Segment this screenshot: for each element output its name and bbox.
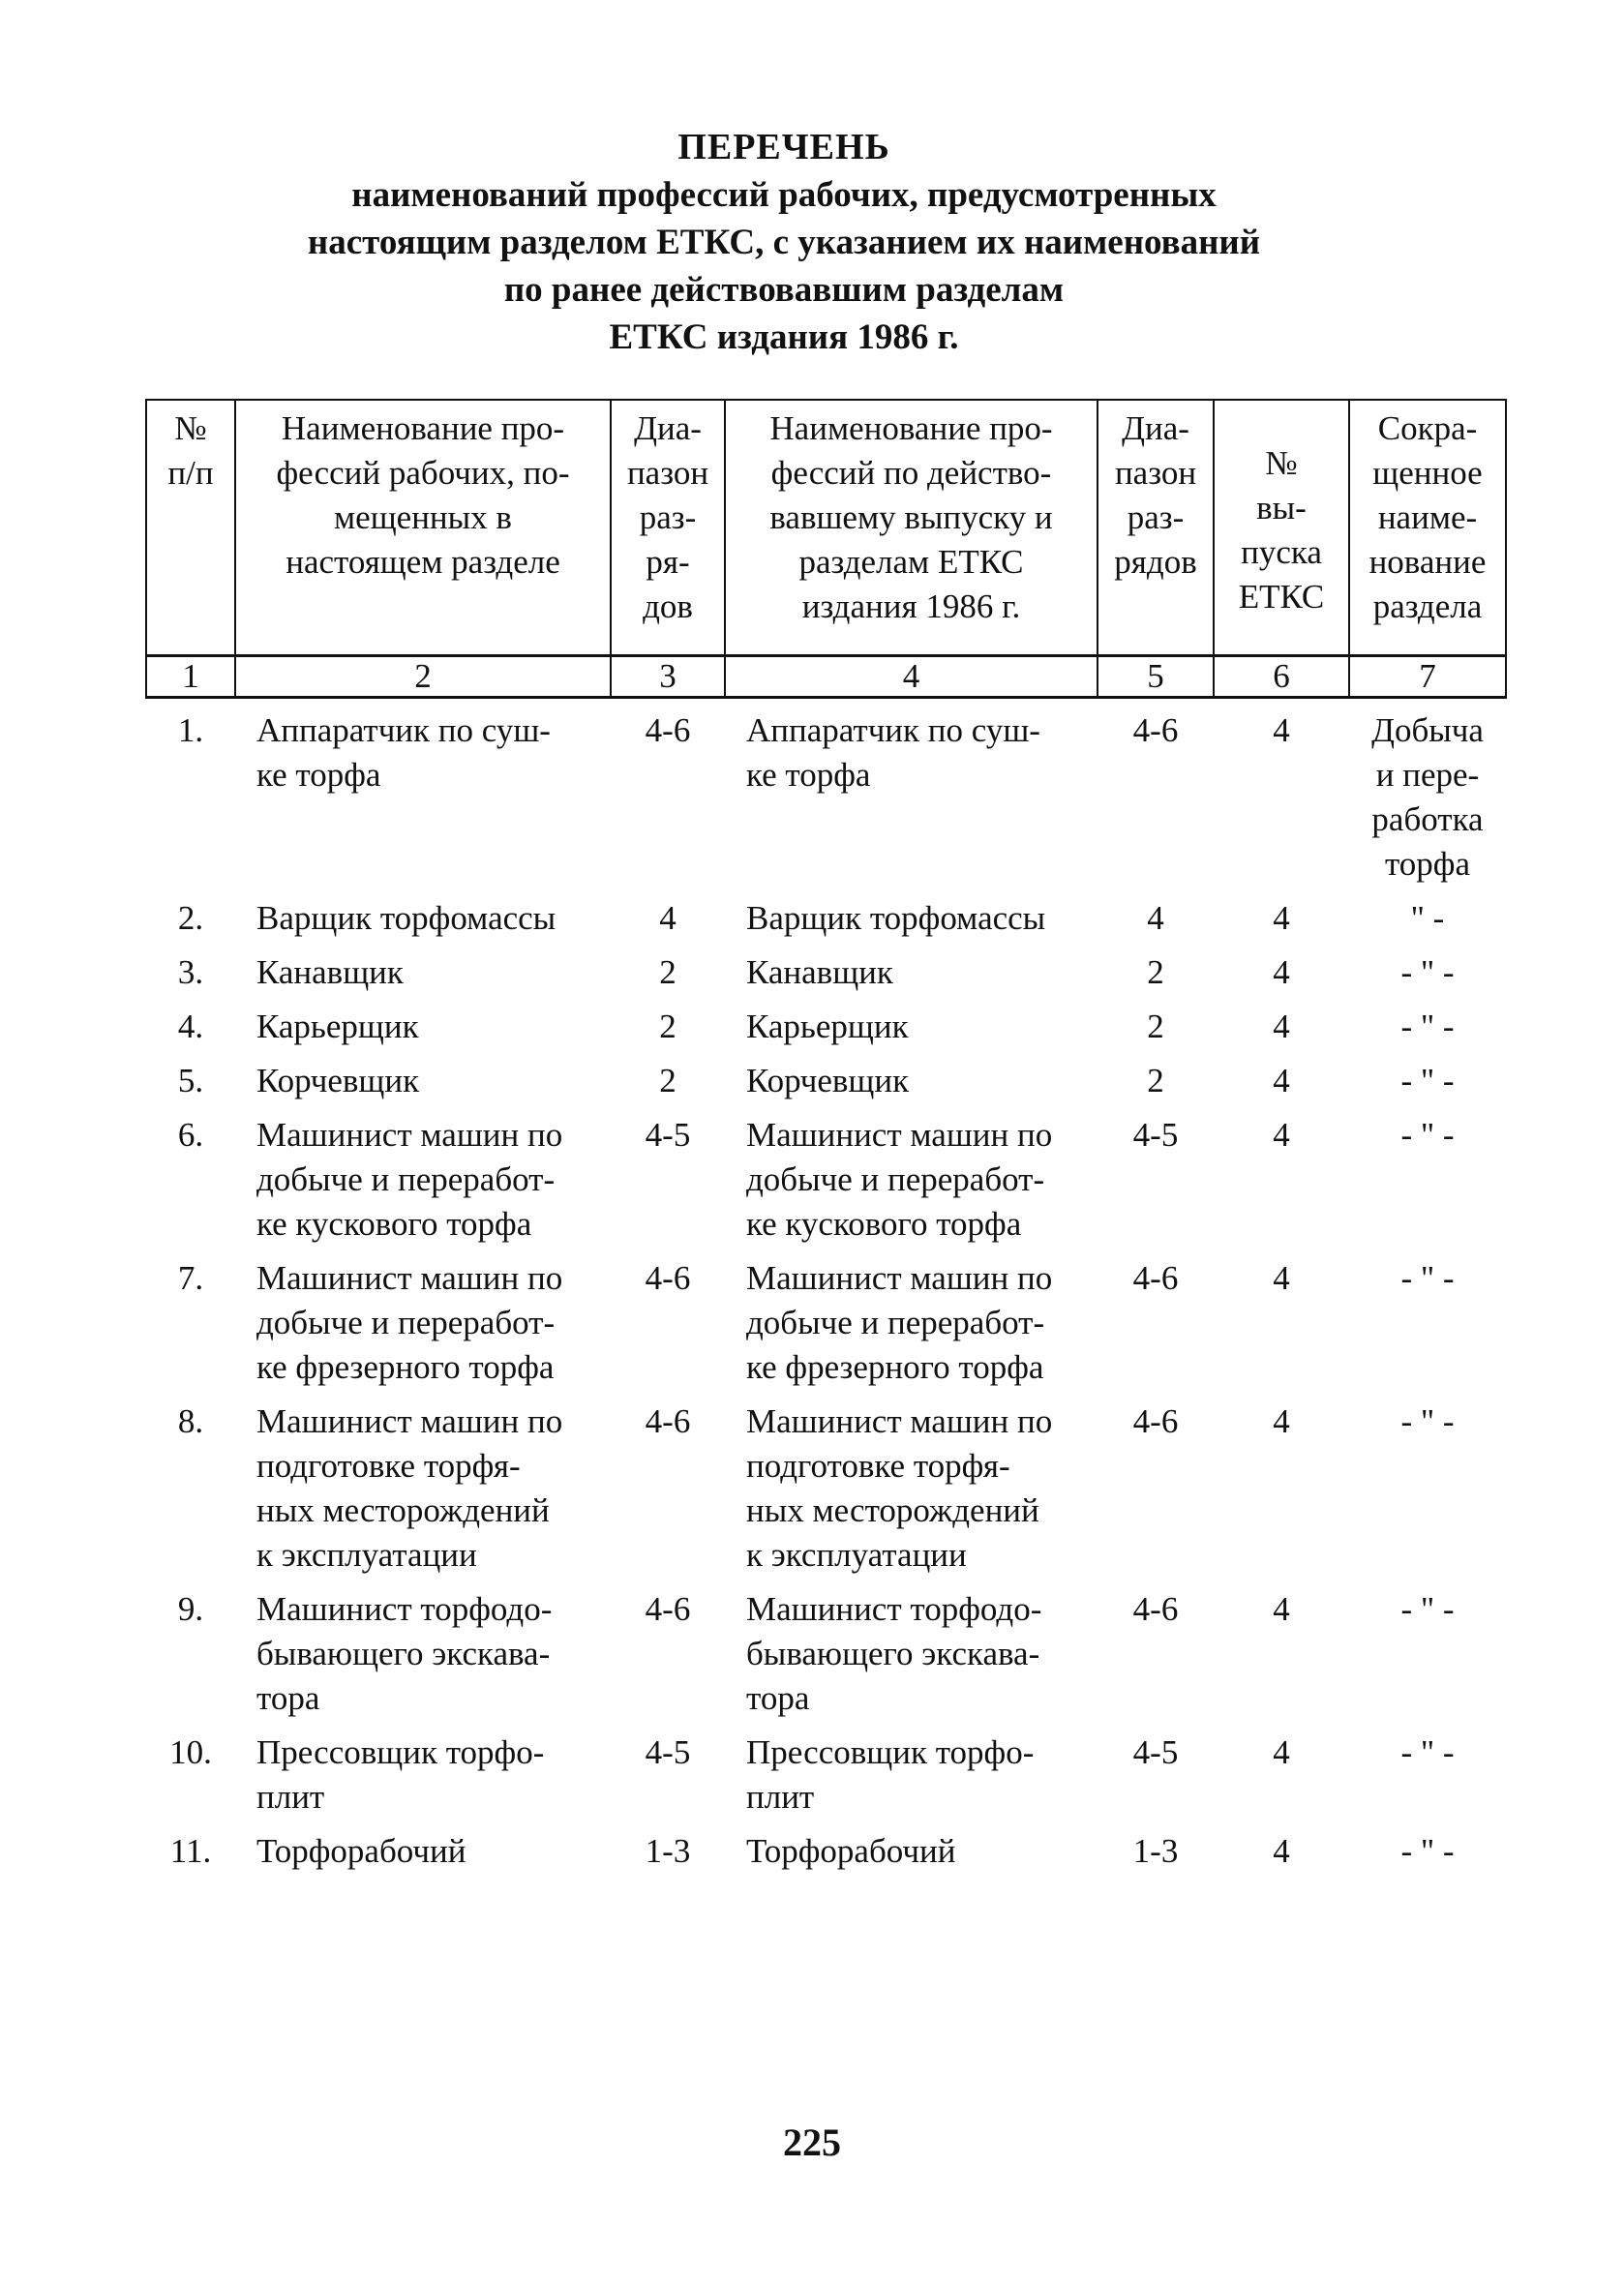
row-number: 4. xyxy=(177,1008,204,1045)
header-text-line: Диа- xyxy=(634,409,702,447)
header-text-line: Сокра- xyxy=(1377,409,1478,447)
row-number: 3. xyxy=(177,953,204,991)
column-number: 5 xyxy=(1098,656,1214,698)
etks-issue-number: 4 xyxy=(1273,899,1290,937)
profession-name-line: ке кускового торфа xyxy=(256,1205,532,1243)
profession-name-line: ке торфа xyxy=(256,756,381,794)
etks-issue-number: 4 xyxy=(1273,1259,1290,1297)
former-profession-name xyxy=(725,1247,1098,1390)
header-cell xyxy=(1214,400,1349,656)
former-grade-range: 4-5 xyxy=(1132,1116,1179,1154)
section-name-line: " - xyxy=(1410,899,1445,937)
profession-name-line: Машинист машин по xyxy=(256,1259,563,1297)
subtitle-line-2: настоящим разделом ЕТКС, с указанием их наименований xyxy=(307,223,1261,262)
header-text-line: вы- xyxy=(1256,489,1307,527)
etks-issue-number: 4 xyxy=(1273,953,1290,991)
section-name-line: - " - xyxy=(1400,1402,1455,1440)
profession-name-line: Варщик торфомассы xyxy=(256,899,556,937)
grade-range: 2 xyxy=(659,953,677,991)
profession-name-line: Торфорабочий xyxy=(256,1832,466,1870)
header-text-line: фессий рабочих, по- xyxy=(276,454,570,492)
profession-name-line: Машинист торфодо- xyxy=(256,1590,553,1628)
former-profession-name xyxy=(725,1578,1098,1721)
header-text-line: издания 1986 г. xyxy=(801,587,1021,625)
etks-issue-number: 4 xyxy=(1273,1733,1290,1771)
former-profession-name xyxy=(725,698,1098,888)
table-row xyxy=(146,941,1506,995)
header-text-line: раз- xyxy=(639,498,697,536)
header-text-line: Наименование про- xyxy=(281,409,565,447)
former-profession-name-line: Канавщик xyxy=(746,953,893,991)
profession-name-line: ных месторождений xyxy=(256,1491,550,1529)
section-name xyxy=(1349,1049,1506,1103)
profession-name-line: Карьерщик xyxy=(256,1008,419,1045)
grade-range: 1-3 xyxy=(645,1832,691,1870)
table-row xyxy=(146,1390,1506,1578)
section-name-line: - " - xyxy=(1400,1008,1455,1045)
table-body xyxy=(146,698,1506,1875)
profession-name xyxy=(235,995,611,1049)
document-title: ПЕРЕЧЕНЬ xyxy=(677,127,890,167)
column-number-row xyxy=(146,656,1506,698)
former-profession-name-line: подготовке торфя- xyxy=(746,1447,1010,1485)
header-text-line: раз- xyxy=(1127,498,1185,536)
former-profession-name-line: Машинист торфодо- xyxy=(746,1590,1042,1628)
section-name-line: - " - xyxy=(1400,1062,1455,1099)
former-profession-name-line: добыче и переработ- xyxy=(746,1160,1045,1198)
table-header xyxy=(146,400,1506,698)
profession-name xyxy=(235,1390,611,1578)
section-name-line: - " - xyxy=(1400,1590,1455,1628)
etks-issue-number: 4 xyxy=(1273,1832,1290,1870)
former-profession-name-line: Машинист машин по xyxy=(746,1116,1053,1154)
section-name xyxy=(1349,1578,1506,1721)
row-number: 5. xyxy=(177,1062,204,1099)
former-grade-range: 4-6 xyxy=(1132,1402,1179,1440)
section-name xyxy=(1349,941,1506,995)
section-name-line: - " - xyxy=(1400,1733,1455,1771)
former-profession-name xyxy=(725,1049,1098,1103)
header-text-line: ря- xyxy=(646,543,690,581)
etks-issue-number: 4 xyxy=(1273,1590,1290,1628)
profession-name-line: Аппаратчик по суш- xyxy=(256,711,551,749)
former-grade-range: 1-3 xyxy=(1132,1832,1179,1870)
subtitle-line-3: по ранее действовавшим разделам xyxy=(503,270,1065,310)
profession-name-line: ке фрезерного торфа xyxy=(256,1348,555,1386)
section-name-line: - " - xyxy=(1400,1259,1455,1297)
section-name-line: - " - xyxy=(1400,953,1455,991)
header-cell xyxy=(725,400,1098,656)
grade-range: 4-6 xyxy=(645,1590,691,1628)
section-name xyxy=(1349,995,1506,1049)
header-text-line: рядов xyxy=(1114,543,1197,581)
etks-issue-number: 4 xyxy=(1273,711,1290,749)
profession-name xyxy=(235,1578,611,1721)
profession-name-line: к эксплуатации xyxy=(256,1536,477,1574)
former-profession-name-line: Варщик торфомассы xyxy=(746,899,1046,937)
header-text-line: нование xyxy=(1368,543,1487,581)
former-grade-range: 4-6 xyxy=(1132,1590,1179,1628)
profession-name xyxy=(235,1721,611,1820)
header-cell xyxy=(235,400,611,656)
section-name xyxy=(1349,887,1506,941)
etks-issue-number: 4 xyxy=(1273,1008,1290,1045)
former-profession-name-line: ных месторождений xyxy=(746,1491,1039,1529)
former-grade-range: 2 xyxy=(1147,1008,1164,1045)
former-profession-name-line: добыче и переработ- xyxy=(746,1304,1045,1341)
header-text-line: п/п xyxy=(167,454,214,492)
table-row xyxy=(146,1247,1506,1390)
section-name xyxy=(1349,1390,1506,1578)
header-cell xyxy=(1098,400,1214,656)
table-row xyxy=(146,1721,1506,1820)
grade-range: 2 xyxy=(659,1062,677,1099)
former-profession-name-line: ке торфа xyxy=(746,756,871,794)
section-name-line: - " - xyxy=(1400,1832,1455,1870)
header-text-line: пазон xyxy=(626,454,709,492)
profession-name-line: Прессовщик торфо- xyxy=(256,1733,545,1771)
header-text-line: щенное xyxy=(1372,454,1483,492)
former-profession-name-line: Машинист машин по xyxy=(746,1259,1053,1297)
row-number: 6. xyxy=(177,1116,204,1154)
column-number: 3 xyxy=(611,656,725,698)
table-row xyxy=(146,1820,1506,1874)
profession-name-line: добыче и переработ- xyxy=(256,1160,556,1198)
grade-range: 4-6 xyxy=(645,711,691,749)
profession-name-line: плит xyxy=(256,1778,325,1816)
header-text-line: настоящем разделе xyxy=(286,543,560,581)
etks-issue-number: 4 xyxy=(1273,1402,1290,1440)
profession-name xyxy=(235,1049,611,1103)
header-text-line: наиме- xyxy=(1377,498,1478,536)
header-cell xyxy=(146,400,235,656)
header-text-line: Диа- xyxy=(1122,409,1189,447)
header-cell xyxy=(1349,400,1506,656)
former-grade-range: 2 xyxy=(1147,1062,1164,1099)
row-number: 11. xyxy=(169,1832,212,1870)
profession-name xyxy=(235,941,611,995)
section-name xyxy=(1349,1721,1506,1820)
column-number: 7 xyxy=(1349,656,1506,698)
profession-name xyxy=(235,887,611,941)
section-name-line: работка xyxy=(1371,800,1484,838)
profession-name-line: добыче и переработ- xyxy=(256,1304,556,1341)
section-name-line: Добыча xyxy=(1371,711,1484,749)
table-row xyxy=(146,1049,1506,1103)
table-row xyxy=(146,995,1506,1049)
section-name-line: и пере- xyxy=(1375,756,1480,794)
former-profession-name xyxy=(725,1103,1098,1247)
header-row xyxy=(146,400,1506,656)
former-profession-name-line: Прессовщик торфо- xyxy=(746,1733,1035,1771)
subtitle-line-4: ЕТКС издания 1986 г. xyxy=(609,317,959,357)
row-number: 1. xyxy=(177,711,204,749)
etks-issue-number: 4 xyxy=(1273,1116,1290,1154)
table-row xyxy=(146,1578,1506,1721)
section-name-line: торфа xyxy=(1384,845,1471,883)
header-text-line: мещенных в xyxy=(334,498,512,536)
section-name-line: - " - xyxy=(1400,1116,1455,1154)
former-profession-name xyxy=(725,1390,1098,1578)
former-profession-name xyxy=(725,941,1098,995)
former-grade-range: 4 xyxy=(1147,899,1164,937)
former-grade-range: 4-6 xyxy=(1132,711,1179,749)
column-number: 6 xyxy=(1214,656,1349,698)
profession-name xyxy=(235,698,611,888)
row-number: 8. xyxy=(177,1402,204,1440)
former-profession-name-line: к эксплуатации xyxy=(746,1536,967,1574)
former-profession-name-line: Торфорабочий xyxy=(746,1832,956,1870)
grade-range: 2 xyxy=(659,1008,677,1045)
profession-name xyxy=(235,1247,611,1390)
former-profession-name xyxy=(725,887,1098,941)
professions-table xyxy=(145,399,1507,1874)
etks-issue-number: 4 xyxy=(1273,1062,1290,1099)
page-number: 225 xyxy=(783,2121,841,2164)
former-profession-name xyxy=(725,1820,1098,1874)
former-profession-name xyxy=(725,1721,1098,1820)
row-number: 10. xyxy=(169,1733,212,1771)
grade-range: 4-6 xyxy=(645,1402,691,1440)
former-profession-name-line: Аппаратчик по суш- xyxy=(746,711,1040,749)
table-row xyxy=(146,887,1506,941)
profession-name-line: Машинист машин по xyxy=(256,1402,563,1440)
column-number: 2 xyxy=(235,656,611,698)
former-profession-name-line: Машинист машин по xyxy=(746,1402,1053,1440)
row-number: 2. xyxy=(177,899,204,937)
section-name xyxy=(1349,1103,1506,1247)
document-heading xyxy=(0,124,1568,361)
former-profession-name xyxy=(725,995,1098,1049)
former-grade-range: 4-6 xyxy=(1132,1259,1179,1297)
column-number: 4 xyxy=(725,656,1098,698)
profession-name xyxy=(235,1820,611,1874)
section-name xyxy=(1349,698,1506,888)
section-name xyxy=(1349,1820,1506,1874)
grade-range: 4-5 xyxy=(645,1733,691,1771)
header-text-line: вавшему выпуску и xyxy=(769,498,1053,536)
header-text-line: № xyxy=(1265,444,1298,482)
table-row xyxy=(146,698,1506,888)
grade-range: 4-5 xyxy=(645,1116,691,1154)
former-grade-range: 4-5 xyxy=(1132,1733,1179,1771)
header-text-line: разделам ЕТКС xyxy=(798,543,1024,581)
profession-name-line: Корчевщик xyxy=(256,1062,420,1099)
subtitle-line-1: наименований профессий рабочих, предусмотренных xyxy=(351,175,1217,215)
header-text-line: пуска xyxy=(1241,533,1322,571)
former-profession-name-line: тора xyxy=(746,1679,810,1717)
former-profession-name-line: плит xyxy=(746,1778,815,1816)
section-name xyxy=(1349,1247,1506,1390)
profession-name-line: бывающего экскава- xyxy=(256,1635,551,1672)
former-profession-name-line: Карьерщик xyxy=(746,1008,909,1045)
profession-name-line: подготовке торфя- xyxy=(256,1447,521,1485)
table-row xyxy=(146,1103,1506,1247)
former-grade-range: 2 xyxy=(1147,953,1164,991)
grade-range: 4 xyxy=(659,899,677,937)
profession-name-line: Машинист машин по xyxy=(256,1116,563,1154)
header-text-line: Наименование про- xyxy=(769,409,1053,447)
former-profession-name-line: Корчевщик xyxy=(746,1062,910,1099)
former-profession-name-line: бывающего экскава- xyxy=(746,1635,1040,1672)
header-text-line: № xyxy=(174,409,207,447)
row-number: 7. xyxy=(177,1259,204,1297)
grade-range: 4-6 xyxy=(645,1259,691,1297)
header-text-line: фессий по действо- xyxy=(770,454,1052,492)
profession-name-line: тора xyxy=(256,1679,320,1717)
row-number: 9. xyxy=(177,1590,204,1628)
header-text-line: ЕТКС xyxy=(1238,578,1325,616)
column-number: 1 xyxy=(146,656,235,698)
former-profession-name-line: ке фрезерного торфа xyxy=(746,1348,1044,1386)
header-text-line: дов xyxy=(643,587,693,625)
header-text-line: раздела xyxy=(1372,587,1483,625)
header-cell xyxy=(611,400,725,656)
former-profession-name-line: ке кускового торфа xyxy=(746,1205,1022,1243)
profession-name xyxy=(235,1103,611,1247)
profession-name-line: Канавщик xyxy=(256,953,404,991)
header-text-line: пазон xyxy=(1114,454,1197,492)
